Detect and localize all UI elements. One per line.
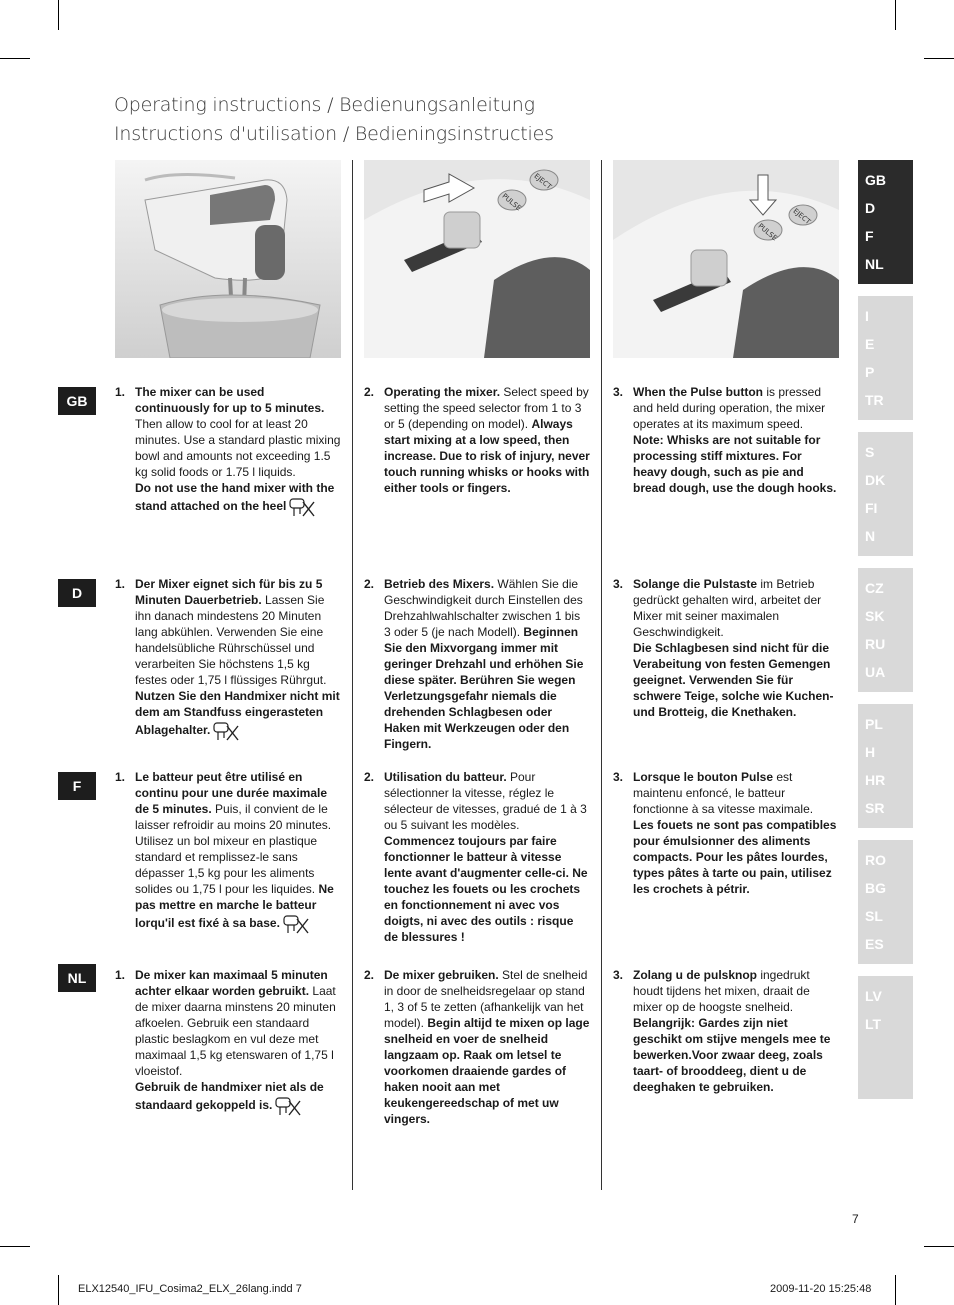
body-text: ingedrukt houdt tijdens het mixen, draait de mixer op de hoogste snelheid.	[633, 968, 810, 1014]
body-text: im Betrieb gedrückt gehalten wird, arbeitet der Mixer mit seiner maximalen Geschwindigkeit.	[633, 577, 822, 639]
body-text: Stel de snelheid in door de snelheidsregelaar op stand 1, 3 of 5 te zetten (afhankelijk van het model).	[384, 968, 588, 1030]
language-code-h: H	[865, 744, 876, 760]
crop-mark	[0, 1246, 30, 1247]
instruction-number: 1.	[115, 385, 126, 399]
photo-label: EJECT	[791, 207, 813, 227]
no-stand-warning-icon	[212, 720, 240, 742]
language-code-lt: LT	[865, 1016, 882, 1032]
lang-badge-nl: NL	[58, 964, 96, 992]
bold-text: Belangrijk: Gardes zijn niet geschikt om stijve mengels mee te bewerken.Voor zwaar deeg, zoals taart- of brooddeeg, dient u de deeghaken te gebruiken.	[633, 1016, 831, 1094]
bold-text: Utilisation du batteur.	[384, 770, 507, 784]
instruction-nl-1	[115, 967, 341, 1117]
language-code-cz: CZ	[865, 580, 884, 596]
photo-label: PULSE	[500, 192, 523, 213]
bold-text: Commencez toujours par faire fonctionner le batteur à vitesse lente avant d'augmenter celle-ci. Ne touchez les fouets ou les crochets en fonctionnement ni avec vos doigts, ni avec des outils : risque de blessures !	[384, 834, 588, 944]
instruction-text	[633, 769, 839, 897]
bold-text: Der Mixer eignet sich für bis zu 5 Minuten Dauerbetrieb.	[135, 577, 323, 607]
language-code-fi: FI	[865, 500, 878, 516]
instruction-number: 3.	[613, 968, 624, 982]
instruction-f-2	[364, 769, 590, 945]
pulse-button-photo	[613, 160, 839, 358]
instruction-text	[135, 384, 341, 518]
body-text: Then allow to cool for at least 20 minutes. Use a standard plastic mixing bowl and amounts not exceeding 1.5 kg solid foods or 1.75 l liquids.	[135, 417, 341, 479]
body-text: Pour sélectionner la vitesse, réglez le sélecteur de vitesses, gradué de 1 à 3 ou 5 suivant les modèles.	[384, 770, 587, 832]
language-code-tr: TR	[865, 392, 884, 408]
instruction-f-3	[613, 769, 839, 897]
bold-text: Note: Whisks are not suitable for processing stiff mixtures. For heavy dough, such as pie and bread dough, use the dough hooks.	[633, 433, 837, 495]
body-text: est maintenu enfoncé, le batteur fonctionne à sa vitesse maximale.	[633, 770, 814, 816]
photo-label: EJECT	[532, 172, 554, 192]
language-code-s: S	[865, 444, 875, 460]
crop-mark	[58, 0, 59, 30]
instruction-d-3	[613, 576, 839, 720]
language-code-ua: UA	[865, 664, 886, 680]
instruction-f-1	[115, 769, 341, 935]
hand-mixer-on-stand-photo	[115, 160, 341, 358]
instruction-text	[135, 967, 341, 1117]
instruction-number: 3.	[613, 577, 624, 591]
crop-mark	[895, 1275, 896, 1305]
instruction-nl-3	[613, 967, 839, 1095]
instruction-number: 2.	[364, 577, 375, 591]
bold-text: The mixer can be used continuously for up to 5 minutes.	[135, 385, 325, 415]
body-text: Puis, il convient de le laisser refroidir au moins 20 minutes. Utilisez un bol mixeur en plastique standard et remplissez-le sans dépasser 1,5 kg pour les aliments solides ou 1,75 l pour les liquides.	[135, 802, 332, 896]
instruction-number: 2.	[364, 385, 375, 399]
instruction-text	[384, 576, 590, 752]
instruction-d-1	[115, 576, 341, 742]
language-code-p: P	[865, 364, 875, 380]
language-code-ro: RO	[865, 852, 886, 868]
bold-text: Begin altijd te mixen op lage snelheid en voer de snelheid langzaam op. Raak om letsel te voorkomen draaiende gardes of haken nooit aan met keukengereedschap of met uw vingers.	[384, 1016, 590, 1126]
instruction-text	[384, 769, 590, 945]
language-group-3	[858, 432, 913, 556]
instruction-number: 2.	[364, 968, 375, 982]
bold-text: When the Pulse button	[633, 385, 763, 399]
language-code-bg: BG	[865, 880, 886, 896]
bold-text: De mixer gebruiken.	[384, 968, 499, 982]
bold-text: Do not use the hand mixer with the stand attached on the heel	[135, 481, 335, 514]
no-stand-warning-icon	[274, 1095, 302, 1117]
language-group-1	[858, 160, 913, 284]
instruction-text	[384, 967, 590, 1127]
page-title-line1: Operating instructions / Bedienungsanleitung	[114, 94, 535, 116]
instruction-number: 2.	[364, 770, 375, 784]
instruction-nl-2	[364, 967, 590, 1127]
language-group-7	[858, 976, 913, 1099]
instruction-text	[135, 769, 341, 935]
body-text: Laat de mixer daarna minstens 20 minuten afkoelen. Gebruik een standaard plastic beslagkom en vul deze met maximaal 1,5 kg etenswaren of 1,75 l vloeistof.	[135, 984, 336, 1078]
language-code-es: ES	[865, 936, 884, 952]
language-code-nl: NL	[865, 256, 884, 272]
crop-mark	[58, 1275, 59, 1305]
instruction-number: 3.	[613, 385, 624, 399]
language-code-ru: RU	[865, 636, 886, 652]
bold-text: De mixer kan maximaal 5 minuten achter elkaar worden gebruikt.	[135, 968, 328, 998]
instruction-d-2	[364, 576, 590, 752]
footer-file: ELX12540_IFU_Cosima2_ELX_26lang.indd 7	[78, 1283, 302, 1295]
bold-text: Lorsque le bouton Pulse	[633, 770, 774, 784]
body-text: Select speed by setting the speed selector from 1 to 3 or 5 (depending on model).	[384, 385, 589, 431]
body-text: is pressed and held during operation, the mixer operates at its maximum speed.	[633, 385, 826, 431]
bold-text: Always start mixing at a low speed, then increase. Due to risk of injury, never touch running whisks or hooks with either tools or fingers.	[384, 417, 590, 495]
page-title-line2: Instructions d'utilisation / Bedieningsinstructies	[114, 123, 554, 145]
bold-text: Les fouets ne sont pas compatibles pour émulsionner des aliments compacts. Pour les pâtes lourdes, types pâtes à tarte ou pain, utilisez les crochets à pétrir.	[633, 818, 837, 896]
bold-text: Le batteur peut être utilisé en continu pour une durée maximale de 5 minutes.	[135, 770, 328, 816]
bold-text: Die Schlagbesen sind nicht für die Verabeitung von festen Gemengen geeignet. Verwenden Sie für schwere Teige, solche wie Kuchen- und Brotteig, die Knethaken.	[633, 641, 834, 719]
instruction-number: 1.	[115, 968, 126, 982]
crop-mark	[895, 0, 896, 30]
bold-text: Nutzen Sie den Handmixer nicht mit dem am Standfuss eingerasteten Ablagehalter.	[135, 689, 340, 738]
footer-timestamp: 2009-11-20 15:25:48	[770, 1283, 872, 1295]
bold-text: Ne pas mettre en marche le batteur lorqu'il est fixé à sa base.	[135, 882, 334, 931]
language-code-hr: HR	[865, 772, 886, 788]
lang-badge-f: F	[58, 772, 96, 800]
language-code-f: F	[865, 228, 874, 244]
instruction-text	[135, 576, 341, 742]
language-code-lv: LV	[865, 988, 882, 1004]
instruction-number: 3.	[613, 770, 624, 784]
no-stand-warning-icon	[288, 496, 316, 518]
bold-text: Gebruik de handmixer niet als de standaard gekoppeld is.	[135, 1080, 324, 1113]
instruction-text	[384, 384, 590, 496]
language-code-dk: DK	[865, 472, 886, 488]
instruction-text	[633, 576, 839, 720]
language-code-pl: PL	[865, 716, 883, 732]
column-divider	[352, 160, 353, 1190]
language-group-2	[858, 296, 913, 420]
page-number: 7	[852, 1212, 859, 1226]
language-group-4	[858, 568, 913, 692]
language-code-sr: SR	[865, 800, 885, 816]
instruction-text	[633, 384, 839, 496]
bold-text: Betrieb des Mixers.	[384, 577, 495, 591]
language-code-gb: GB	[865, 172, 886, 188]
crop-mark	[924, 1246, 954, 1247]
body-text: Lassen Sie ihn danach mindestens 20 Minuten lang abkühlen. Verwenden Sie eine handelsübliche Rührschüssel und verarbeiten Sie höchstens 1,5 kg festes oder 1,75 l flüssiges Rührgut.	[135, 593, 327, 687]
instruction-number: 1.	[115, 577, 126, 591]
crop-mark	[924, 58, 954, 59]
photo-label: PULSE	[756, 222, 779, 243]
instruction-text	[633, 967, 839, 1095]
no-stand-warning-icon	[282, 913, 310, 935]
crop-mark	[0, 58, 30, 59]
bold-text: Beginnen Sie den Mixvorgang immer mit geringer Drehzahl und erhöhen Sie diese später. Berühren Sie wegen Verletzungsgefahr niemals die drehenden Schlagbesen oder Haken mit Werkzeugen oder den Fingern.	[384, 625, 584, 751]
lang-badge-d: D	[58, 579, 96, 607]
instruction-gb-2	[364, 384, 590, 496]
language-code-e: E	[865, 336, 875, 352]
body-text: Wählen Sie die Geschwindigkeit durch Einstellen des Drehzahlwahlschalter zwischen 1 bis 3 oder 5 (je nach Modell).	[384, 577, 583, 639]
language-code-n: N	[865, 528, 876, 544]
language-code-sk: SK	[865, 608, 885, 624]
bold-text: Operating the mixer.	[384, 385, 501, 399]
language-group-6	[858, 840, 913, 964]
bold-text: Solange die Pulstaste	[633, 577, 758, 591]
language-group-5	[858, 704, 913, 828]
language-code-d: D	[865, 200, 876, 216]
instruction-gb-1	[115, 384, 341, 518]
language-code-i: I	[865, 308, 869, 324]
bold-text: Zolang u de pulsknop	[633, 968, 757, 982]
column-divider	[601, 160, 602, 1190]
lang-badge-gb: GB	[58, 387, 96, 415]
language-code-sl: SL	[865, 908, 883, 924]
instruction-gb-3	[613, 384, 839, 496]
speed-selector-photo	[364, 160, 590, 358]
instruction-number: 1.	[115, 770, 126, 784]
